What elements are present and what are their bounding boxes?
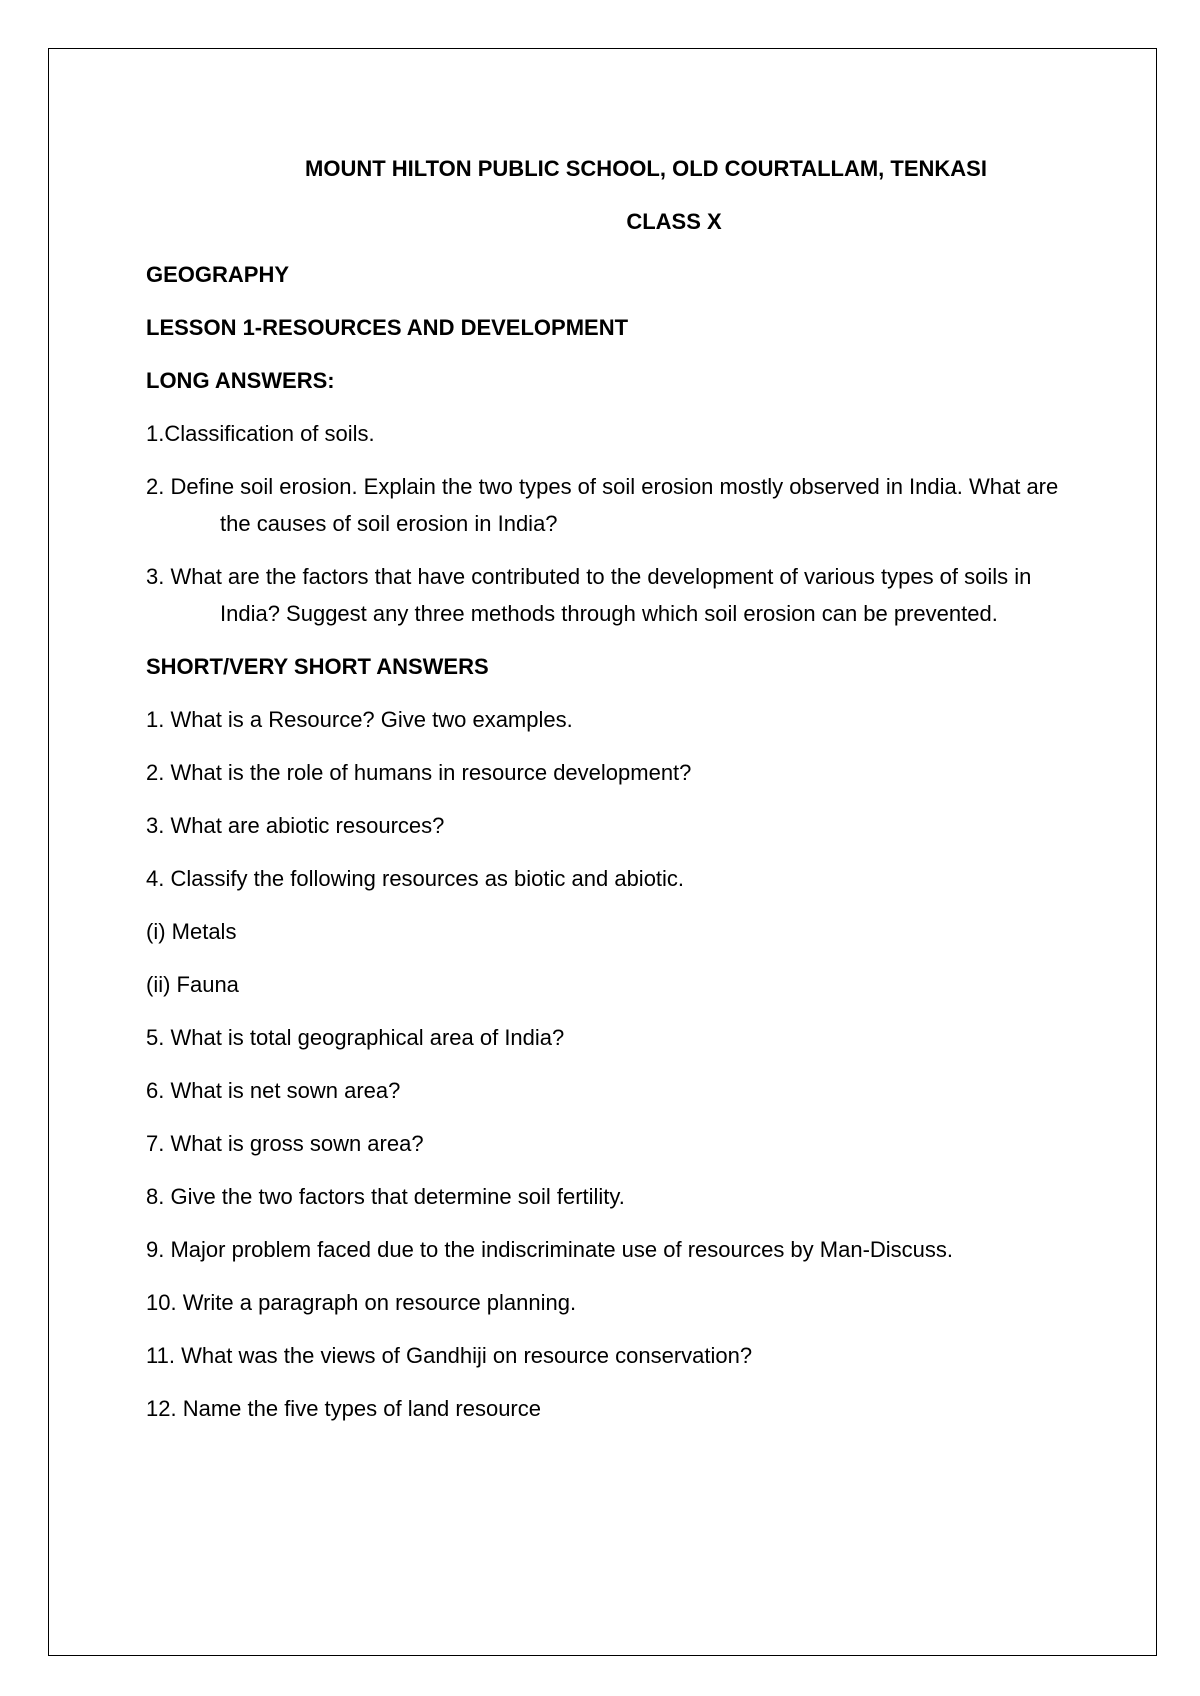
- short-question-8: 8. Give the two factors that determine soil fertility.: [146, 1184, 625, 1209]
- long-question-1: 1.Classification of soils.: [146, 421, 375, 446]
- short-question-2: 2. What is the role of humans in resource development?: [146, 760, 692, 785]
- short-question-3: 3. What are abiotic resources?: [146, 813, 445, 838]
- short-question-12: 12. Name the five types of land resource: [146, 1396, 541, 1421]
- long-question-2: 2. Define soil erosion. Explain the two types of soil erosion mostly observed in India. What are the causes of soil erosion in India?: [146, 474, 1059, 536]
- long-answers-heading: LONG ANSWERS:: [146, 368, 335, 393]
- short-question-5: 5. What is total geographical area of India?: [146, 1025, 565, 1050]
- long-question-3: 3. What are the factors that have contributed to the development of various types of soils in India? Suggest any three methods through which soil erosion can be prevented.: [146, 564, 1032, 626]
- document-body: [146, 150, 1066, 1443]
- short-question-4-option-ii: (ii) Fauna: [146, 972, 239, 997]
- short-question-7: 7. What is gross sown area?: [146, 1131, 424, 1156]
- subject-heading: GEOGRAPHY: [146, 262, 290, 287]
- short-question-9: 9. Major problem faced due to the indiscriminate use of resources by Man-Discuss.: [146, 1237, 954, 1262]
- lesson-heading: LESSON 1-RESOURCES AND DEVELOPMENT: [146, 315, 629, 340]
- short-question-10: 10. Write a paragraph on resource planning.: [146, 1290, 577, 1315]
- school-title: MOUNT HILTON PUBLIC SCHOOL, OLD COURTALLAM, TENKASI: [305, 156, 987, 181]
- short-question-6: 6. What is net sown area?: [146, 1078, 401, 1103]
- short-answers-heading: SHORT/VERY SHORT ANSWERS: [146, 654, 489, 679]
- class-label: CLASS X: [626, 209, 722, 234]
- short-question-11: 11. What was the views of Gandhiji on resource conservation?: [146, 1343, 753, 1368]
- short-question-4: 4. Classify the following resources as biotic and abiotic.: [146, 866, 685, 891]
- short-question-4-option-i: (i) Metals: [146, 919, 237, 944]
- short-question-1: 1. What is a Resource? Give two examples.: [146, 707, 573, 732]
